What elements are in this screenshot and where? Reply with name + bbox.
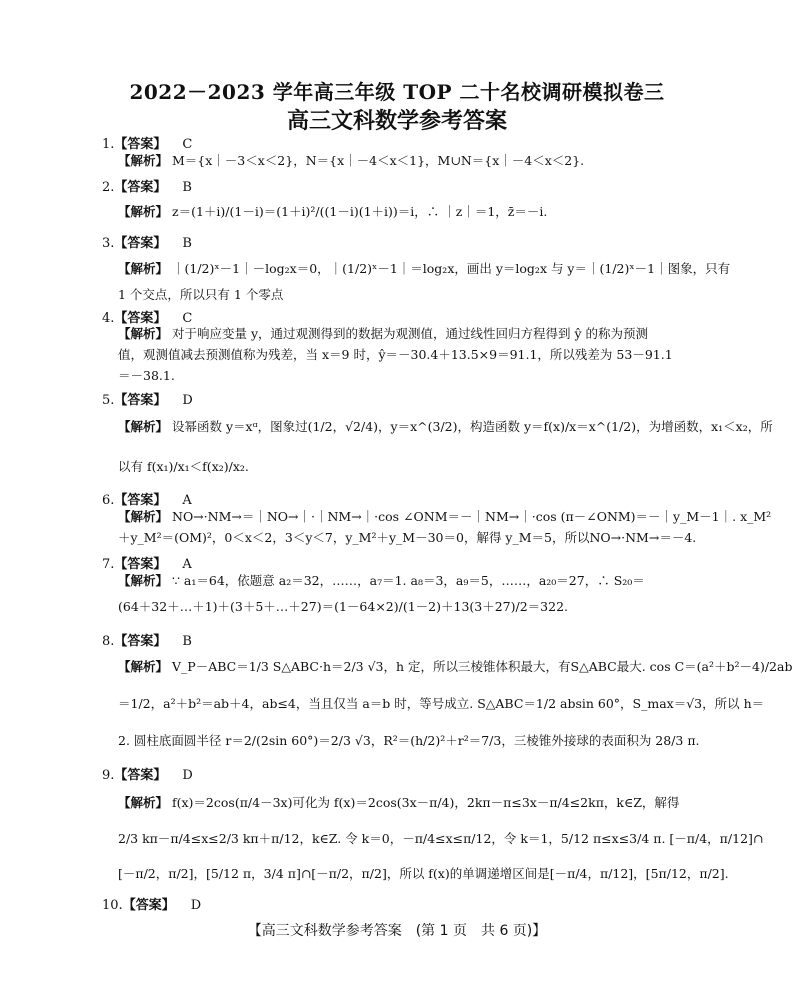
answer-row xyxy=(102,307,192,326)
answer-value: C xyxy=(182,137,193,152)
explain-label: 【解析】 xyxy=(118,573,169,588)
question-number: 8. xyxy=(102,634,115,649)
explain-line: (64＋32＋…＋1)＋(3＋5＋…＋27)＝(1－64×2)/(1－2)＋13(3＋27)/2＝322. xyxy=(118,599,569,614)
explanation xyxy=(118,574,645,588)
question-number: 9. xyxy=(102,768,115,783)
answer-row xyxy=(102,133,192,152)
answer-value: A xyxy=(182,557,192,572)
explain-label: 【解析】 xyxy=(118,326,169,341)
explain-line: 设幂函数 y＝xᵅ，图象过(1/2，√2/4)，y＝x^(3/2)，构造函数 y＝f(x)/x＝x^(1/2)，为增函数，x₁＜x₂，所 xyxy=(172,419,773,434)
explain-label: 【解析】 xyxy=(118,509,169,524)
answer-row xyxy=(102,176,192,195)
answer-label: 【答案】 xyxy=(114,768,167,783)
answer-label: 【答案】 xyxy=(114,236,167,251)
explain-line: NO→·NM→＝｜NO→｜·｜NM→｜·cos ∠ONM＝－｜NM→｜·cos (π－∠ONM)＝－｜y_M－1｜. x_M² xyxy=(172,509,772,524)
answer-value: B xyxy=(182,634,192,649)
explain-line: z＝(1＋i)/(1－i)＝(1＋i)²/((1－i)(1＋i))＝i，∴ ｜z｜＝1，z̄＝－i. xyxy=(172,204,548,219)
explanation xyxy=(118,205,547,219)
answer-label: 【答案】 xyxy=(114,634,167,649)
answer-value: D xyxy=(182,393,193,408)
question-number: 1. xyxy=(102,137,115,152)
explain-label: 【解析】 xyxy=(118,795,169,810)
question-number: 7. xyxy=(102,557,115,572)
explanation xyxy=(118,262,730,276)
answer-row xyxy=(102,489,192,508)
page-title: 2022－2023 学年高三年级 TOP 二十名校调研模拟卷三 xyxy=(129,80,665,104)
answer-value: D xyxy=(182,768,193,783)
answer-label: 【答案】 xyxy=(114,557,167,572)
answer-label: 【答案】 xyxy=(114,137,167,152)
answer-row xyxy=(102,894,201,913)
question-number: 4. xyxy=(102,311,115,326)
question-number: 10. xyxy=(102,898,123,913)
answer-value: C xyxy=(182,311,193,326)
explain-label: 【解析】 xyxy=(118,419,169,434)
explain-line: ＋y_M²＝(OM)²，0＜x＜2，3＜y＜7，y_M²＋y_M－30＝0，解得 y_M＝5，所以NO→·NM→＝－4. xyxy=(118,530,697,545)
answer-row xyxy=(102,630,192,649)
explain-line: f(x)＝2cos(π/4－3x)可化为 f(x)＝2cos(3x－π/4)，2kπ－π≤3x－π/4≤2kπ，k∈Z，解得 xyxy=(172,795,680,810)
answer-label: 【答案】 xyxy=(114,311,167,326)
question-number: 3. xyxy=(102,236,115,251)
explanation xyxy=(118,660,792,674)
explain-line: V_P－ABC＝1/3 S△ABC·h＝2/3 √3，h 定，所以三棱锥体积最大，有S△ABC最大. cos C＝(a²＋b²－4)/2ab xyxy=(172,659,793,674)
explain-line: 1 个交点，所以只有 1 个零点 xyxy=(118,287,284,302)
answer-label: 【答案】 xyxy=(114,493,167,508)
explain-line: 2/3 kπ－π/4≤x≤2/3 kπ＋π/12，k∈Z. 令 k＝0，－π/4≤x≤π/12，令 k＝1，5/12 π≤x≤3/4 π. [－π/4，π/12]∩ xyxy=(118,831,764,846)
explain-line: 值，观测值减去预测值称为残差，当 x＝9 时，ŷ＝－30.4＋13.5×9＝91.1，所以残差为 53－91.1 xyxy=(118,347,673,362)
explain-label: 【解析】 xyxy=(118,153,169,168)
explanation xyxy=(118,796,679,810)
answer-label: 【答案】 xyxy=(114,393,167,408)
explain-line: [－π/2，π/2]，[5/12 π，3/4 π]∩[－π/2，π/2]，所以 f(x)的单调递增区间是[－π/4，π/12]，[5π/12，π/2]. xyxy=(118,866,729,881)
explanation xyxy=(118,510,771,524)
explain-label: 【解析】 xyxy=(118,261,169,276)
answer-value: D xyxy=(190,898,202,913)
answer-row xyxy=(102,764,193,783)
explain-line: ｜(1/2)ˣ－1｜－log₂x＝0，｜(1/2)ˣ－1｜＝log₂x，画出 y＝log₂x 与 y＝｜(1/2)ˣ－1｜图象，只有 xyxy=(172,261,731,276)
answer-row xyxy=(102,232,192,251)
answer-value: A xyxy=(182,493,192,508)
explain-line: ∵ a₁＝64，依题意 a₂＝32，……，a₇＝1. a₈＝3，a₉＝5，……，a₂₀＝27，∴ S₂₀＝ xyxy=(172,573,645,588)
answer-label: 【答案】 xyxy=(114,180,167,195)
explanation xyxy=(118,154,584,168)
explain-line: M＝{x｜－3＜x＜2}，N＝{x｜－4＜x＜1}，M∪N＝{x｜－4＜x＜2}. xyxy=(172,153,585,168)
question-number: 6. xyxy=(102,493,115,508)
explain-label: 【解析】 xyxy=(118,659,169,674)
explain-line: ＝1/2，a²＋b²＝ab＋4，ab≤4，当且仅当 a＝b 时，等号成立. S△ABC＝1/2 absin 60°，S_max＝√3，所以 h＝ xyxy=(118,696,765,711)
answer-value: B xyxy=(182,236,192,251)
explain-line: 2. 圆柱底面圆半径 r＝2/(2sin 60°)＝2/3 √3，R²＝(h/2)²＋r²＝7/3，三棱锥外接球的表面积为 28/3 π. xyxy=(118,733,700,748)
page-subtitle: 高三文科数学参考答案 xyxy=(286,109,507,134)
explanation xyxy=(118,327,648,341)
page-footer: 【高三文科数学参考答案 (第 1 页 共 6 页)】 xyxy=(247,923,547,939)
explain-label: 【解析】 xyxy=(118,204,169,219)
explanation xyxy=(118,420,773,434)
explain-line: 以有 f(x₁)/x₁＜f(x₂)/x₂. xyxy=(118,459,249,474)
answer-row xyxy=(102,389,193,408)
question-number: 2. xyxy=(102,180,115,195)
answer-row xyxy=(102,553,192,572)
explain-line: ＝－38.1. xyxy=(118,368,175,383)
answer-label: 【答案】 xyxy=(122,898,175,913)
answer-value: B xyxy=(182,180,192,195)
explain-line: 对于响应变量 y，通过观测得到的数据为观测值，通过线性回归方程得到 ŷ 的称为预测 xyxy=(172,326,649,341)
question-number: 5. xyxy=(102,393,115,408)
